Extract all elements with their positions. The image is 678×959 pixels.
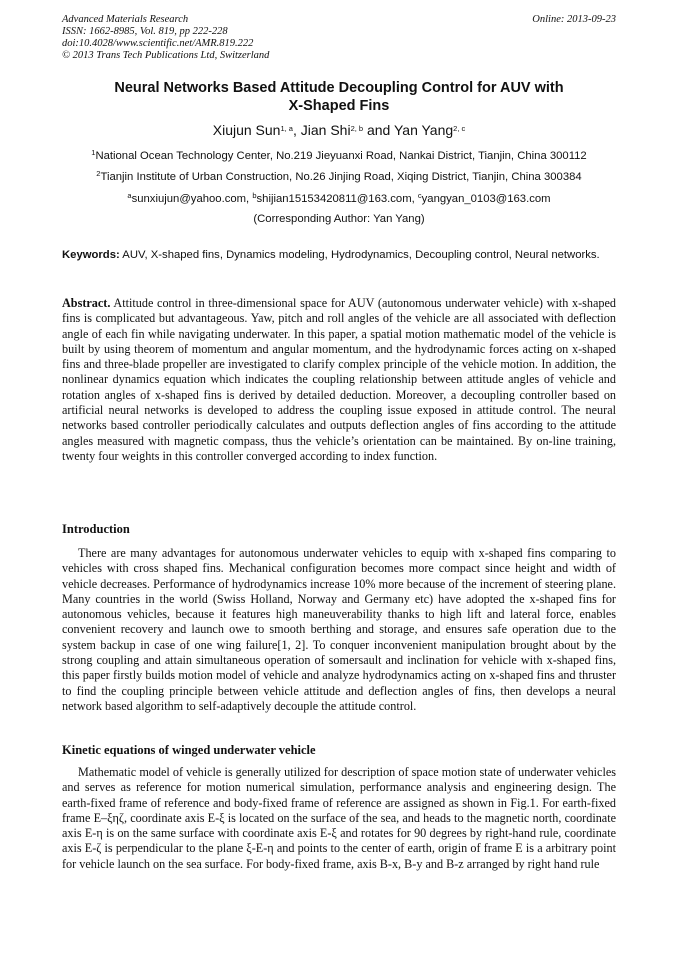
email-address: sunxiujun@yahoo.com, bbox=[131, 193, 253, 205]
paper-title bbox=[62, 79, 616, 115]
journal-doi: doi:10.4028/www.scientific.net/AMR.819.222 bbox=[62, 38, 254, 49]
email-address: shijian15153420811@163.com, bbox=[256, 193, 418, 205]
introduction-heading: Introduction bbox=[62, 522, 130, 536]
title-line-2: X-Shaped Fins bbox=[288, 98, 390, 114]
abstract-label: Abstract. bbox=[62, 296, 111, 310]
author-name: Yan Yang bbox=[393, 122, 454, 138]
author-affil-marker: 2, b bbox=[350, 123, 364, 133]
online-date: Online: 2013-09-23 bbox=[532, 14, 616, 25]
email-marker: c bbox=[417, 190, 422, 200]
abstract-text: Attitude control in three-dimensional space for AUV (autonomous underwater vehicle) with x-shaped fins is complicated but advantageous. Yaw, pitch and roll angles of the vehicle are all associated with deflection angle of each fin while navigating underwater. In this paper, a spatial motion mathematic model of the vehicle is built by using theorem of momentum and angular momentum, and the hydrodynamic forces acting on x-shaped fins and three-blade propeller are investigated to clarify complex principle of the vehicle motion. In addition, the nonlinear dynamics equation which indicates the coupling relationship between attitude angles of vehicle and rotation angles of x-shaped fins is derived by detailed deduction. Moreover, a decoupling controller based on artificial neural networks is developed to address the coupling issue exposed in attitude control. The neural networks based controller periodically calculates and outputs deflection angles of fins according to the attitude angles measured with magnetic compass, thus the vehicle’s orientation can be maintained. By on-line training, twenty four weights in this controller converged according to index function. bbox=[62, 296, 616, 463]
author-name: Xiujun Sun bbox=[212, 122, 281, 138]
affiliation-text: Tianjin Institute of Urban Construction, No.26 Jinjing Road, Xiqing District, Tianjin, China 300384 bbox=[100, 171, 582, 183]
keywords-text: AUV, X-shaped fins, Dynamics modeling, Hydrodynamics, Decoupling control, Neural networks. bbox=[119, 249, 600, 261]
introduction-paragraph: There are many advantages for autonomous underwater vehicles to equip with x-shaped fins comparing to vehicles with cross shaped fins. Mechanical configuration becomes more compact since height and width of vehicle decreases. Performance of hydrodynamics increase 10% more because of the increment of steering plane. Many countries in the world (Swiss Holland, Norway and Germany etc) have adopted the x-shaped fins for autonomous vehicles, because it features high maneuverability thanks to high lift and lateral force, enables convenient recovery and launch owe to smooth berthing and storage, and ensures safe operation due to the system backup in case of one wing failure[1, 2]. To conquer inconvenient manipulation brought about by the strong coupling and attain simultaneous operation of somersault and inclination for vehicle with x-shaped fins, this paper firstly builds motion model of vehicle and analyze hydrodynamics acting on x-shaped fins and thruster to find the coupling principle between vehicle attitude and deflection angles of fins, then develops a neural network based algorithm to self-adaptively decouple the attitude control. bbox=[62, 546, 616, 713]
journal-header bbox=[62, 14, 616, 62]
abstract-block bbox=[62, 296, 616, 464]
keywords-block bbox=[62, 248, 616, 262]
journal-name: Advanced Materials Research bbox=[62, 14, 189, 25]
email-marker: b bbox=[252, 190, 257, 200]
author-affil-marker: 2, c bbox=[453, 123, 466, 133]
author-separator: and bbox=[363, 122, 394, 138]
affiliation-marker: 2 bbox=[96, 168, 101, 178]
affiliation-2 bbox=[40, 170, 638, 184]
affiliation-marker: 1 bbox=[91, 147, 96, 157]
journal-copyright: © 2013 Trans Tech Publications Ltd, Switzerland bbox=[62, 50, 270, 61]
affiliation-1 bbox=[40, 149, 638, 163]
kinetic-paragraph: Mathematic model of vehicle is generally utilized for description of space motion state of underwater vehicles and serves as reference for motion numerical simulation, performance analysis and engineering design. The earth-fixed frame of reference and body-fixed frame of reference are assigned as shown in Fig.1. For earth-fixed frame E–ξηζ, coordinate axis E-ξ is located on the surface of the sea, and heads to the magnetic north, coordinate axis E-η is on the same surface with coordinate axis E-ξ and rotates for 90 degrees by right-hand rule, coordinate axis E-ζ is perpendicular to the plane ξ-E-η and points to the center of earth, origin of frame E is a arbitrary point for vehicle launch on the sea surface. For body-fixed frame, axis B-x, B-y and B-z arranged by right hand rule bbox=[62, 765, 616, 871]
author-separator: , bbox=[292, 122, 301, 138]
journal-issn: ISSN: 1662-8985, Vol. 819, pp 222-228 bbox=[62, 26, 228, 37]
kinetic-heading: Kinetic equations of winged underwater vehicle bbox=[62, 743, 316, 757]
corresponding-author: (Corresponding Author: Yan Yang) bbox=[253, 213, 425, 225]
email-address: yangyan_0103@163.com bbox=[421, 193, 551, 205]
affiliation-text: National Ocean Technology Center, No.219 Jieyuanxi Road, Nankai District, Tianjin, China 300112 bbox=[95, 150, 587, 162]
title-line-1: Neural Networks Based Attitude Decoupling Control for AUV with bbox=[114, 80, 564, 96]
author-affil-marker: 1, a bbox=[280, 123, 293, 133]
author-name: Jian Shi bbox=[300, 122, 351, 138]
author-list bbox=[62, 121, 616, 139]
keywords-label: Keywords: bbox=[62, 249, 120, 261]
email-list bbox=[40, 192, 638, 206]
email-marker: a bbox=[127, 190, 132, 200]
